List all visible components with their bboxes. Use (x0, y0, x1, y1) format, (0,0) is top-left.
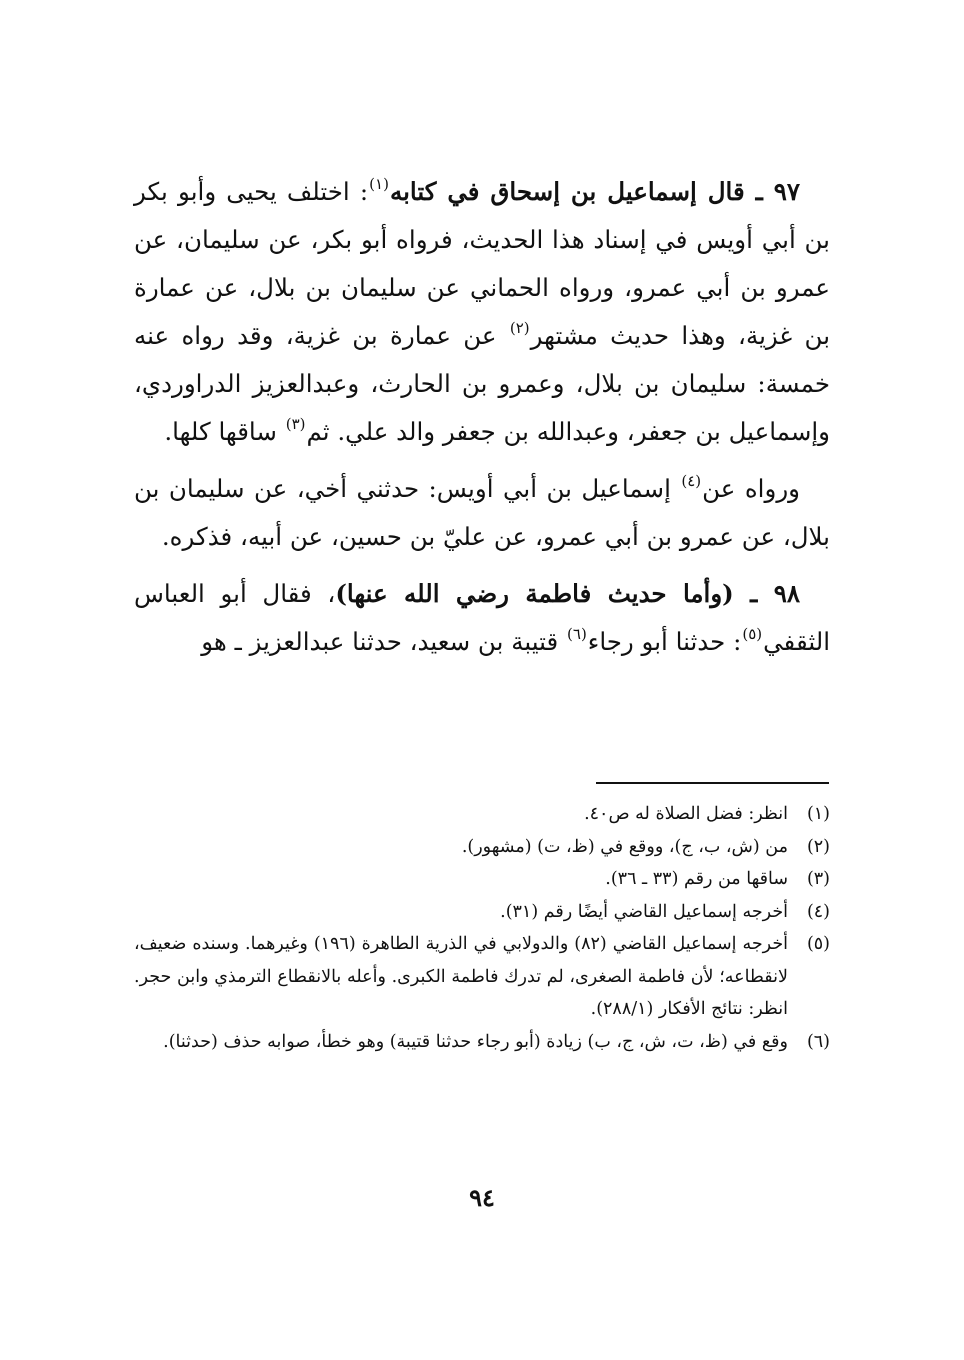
footnote-ref-3: (٣) (285, 415, 306, 433)
paragraph-97-heading: ٩٧ ـ قال إسماعيل بن إسحاق في كتابه (389, 177, 801, 206)
page-number: ٩٤ (469, 1183, 495, 1212)
footnote-ref-2: (٢) (509, 319, 530, 337)
footnote-item (134, 798, 830, 831)
paragraph-97-text-1: : اختلف يحيى وأبو بكر بن أبي أويس في إسناد هذا الحديث، فرواه أبو بكر، عن سليمان، عن عمرو بن أبي عمرو، ورواه الحماني عن سليمان بن بلال، عن عمارة بن غزية، وهذا حديث مشتهر (134, 177, 831, 350)
footnote-number: (٤) (806, 901, 830, 922)
paragraph-98-text-1: ، فقال أبو العباس الثقفي (134, 579, 830, 656)
paragraph-98-text-2: : حدثنا أبو رجاء (587, 627, 742, 656)
paragraph-98-text-3: قتيبة بن سعيد، حدثنا عبدالعزيز ـ هو (201, 627, 567, 656)
footnote-ref-4: (٤) (681, 472, 702, 490)
footnote-item (134, 831, 830, 864)
footnote-text: وقع في (ظ، ت، ش، ج، ب) زيادة (أبو رجاء حدثنا قتيبة) وهو خطأ، صوابه حذف (حدثنا). (163, 1031, 788, 1052)
footnote-ref-6: (٦) (567, 625, 587, 643)
footnotes (134, 798, 830, 1058)
footnote-separator (596, 782, 829, 784)
footnote-number: (١) (806, 804, 830, 824)
footnote-text: ساقها من رقم (٣٣ ـ ٣٦). (605, 869, 788, 889)
footnote-item (134, 1026, 830, 1059)
main-text (134, 168, 830, 675)
footnote-text: أخرجه إسماعيل القاضي (٨٢) والدولابي في الذرية الطاهرة (١٩٦) وغيرهما. وسنده ضعيف، لانقطاعه؛ لأن فاطمة الصغرى، لم تدرك فاطمة الكبرى. وأعله بالانقطاع الترمذي وابن حجر. انظر: نتائج الأفكار (٢٨٨/١). (134, 934, 789, 1019)
paragraph-97-text-2: عن عمارة بن غزية، وقد رواه عنه خمسة: سليمان بن بلال، وعمرو بن الحارث، وعبدالعزيز الدراوردي، وإسماعيل بن جعفر، وعبدالله بن جعفر والد علي. ثم (134, 321, 830, 446)
paragraph-97b-text-1: ورواه عن (702, 474, 800, 503)
paragraph-97 (134, 168, 830, 456)
footnote-number: (٣) (806, 869, 830, 889)
footnote-text: من (ش، ب، ج)، ووقع في (ظ، ت) (مشهور). (461, 836, 788, 857)
paragraph-97-text-3: ساقها كلها. (164, 417, 285, 446)
footnote-text: انظر: فضل الصلاة له ص٤٠. (584, 804, 788, 824)
paragraph-98 (134, 570, 830, 666)
paragraph-97b-text-2: إسماعيل بن أبي أويس: حدثني أخي، عن سليمان بن بلال، عن عمرو بن أبي عمرو، عن عليّ بن حسين، عن أبيه، فذكره. (134, 474, 830, 551)
footnote-number: (٦) (806, 1031, 830, 1052)
paragraph-97-second (134, 465, 830, 561)
footnote-number: (٢) (806, 836, 830, 857)
footnote-text: أخرجه إسماعيل القاضي أيضًا رقم (٣١). (500, 901, 788, 922)
footnote-item (134, 928, 830, 1026)
footnote-item (134, 896, 830, 929)
footnote-number: (٥) (806, 934, 830, 954)
footnote-ref-5: (٥) (742, 625, 763, 643)
footnote-item (134, 863, 830, 896)
footnote-ref-1: (١) (369, 175, 389, 193)
paragraph-98-heading: ٩٨ ـ (وأما حديث فاطمة رضي الله عنها) (335, 579, 801, 608)
